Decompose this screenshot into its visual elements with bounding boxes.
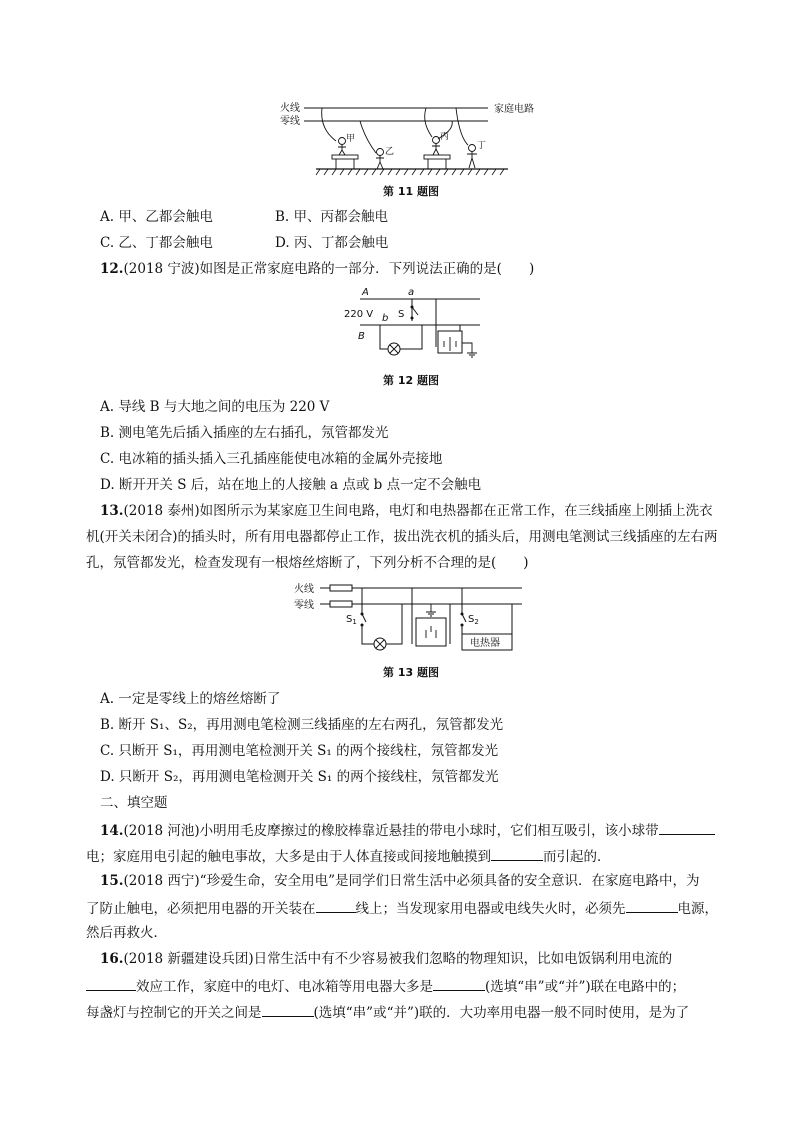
q14-text-2b: 而引起的． [543, 849, 611, 865]
q12-option-b: B. 测电笔先后插入插座的左右插孔，氖管都发光 [100, 425, 389, 441]
fig12-ground-symbol [462, 343, 477, 357]
q15-text-2c: 电源， [677, 901, 718, 917]
figure-12-caption: 第 12 题图 [383, 374, 439, 387]
ding-body [467, 152, 477, 168]
q14-text-1: (2018 河池)小明用毛皮摩擦过的橡胶棒靠近悬挂的带电小球时，它们相互吸引，该小球带 [123, 823, 659, 839]
figure-11-diagram [276, 95, 566, 177]
q16-blank-3[interactable] [262, 1002, 314, 1017]
q15-number: 15. [100, 873, 124, 889]
fig13-ground-symbol [426, 604, 436, 616]
yi-label: 乙 [385, 147, 395, 157]
q11-option-c: C. 乙、丁都会触电 [100, 235, 213, 251]
bing-label: 丙 [440, 132, 450, 142]
bing-head [433, 137, 440, 144]
q16-text-2b: (选填“串”或“并”)联在电路中的； [485, 979, 686, 995]
bing-body [432, 144, 440, 155]
bing-stool [424, 155, 450, 159]
q16-text-3b: (选填“串”或“并”)联的．大功率用电器一般不同时使用，是为了 [313, 1005, 690, 1021]
jia-stool [332, 155, 358, 159]
q15-blank-2[interactable] [626, 898, 678, 913]
ding-head [469, 145, 476, 152]
q12-option-d: D. 断开开关 S 后，站在地上的人接触 a 点或 b 点一定不会触电 [100, 477, 482, 493]
q16-blank-1[interactable] [86, 976, 136, 991]
figure-12-diagram [340, 283, 490, 363]
q15-text-2a: 了防止触电，必须把用电器的开关装在 [86, 901, 316, 917]
fig12-label-a: a [408, 287, 415, 298]
q16-text-1: (2018 新疆建设兵团)日常生活中有不少容易被我们忽略的物理知识，比如电饭锅利用电流的 [123, 951, 673, 967]
q13-stem-line-2: 机(开关未闭合)的插头时，所有用电器都停止工作，拔出洗衣机的插头后，用测电笔测试三线插座的左右两 [86, 529, 718, 545]
fig13-fire-label: 火线 [294, 584, 314, 595]
q12-option-a: A. 导线 B 与大地之间的电压为 220 V [100, 399, 330, 415]
q13-text-1: (2018 泰州)如图所示为某家庭卫生间电路，电灯和电热器都在正常工作，在三线插座上刚插上洗衣 [123, 503, 713, 519]
q16-text-3a: 每盏灯与控制它的开关之间是 [86, 1005, 262, 1021]
q16-blank-2[interactable] [433, 976, 485, 991]
q14-line-1 [100, 820, 715, 841]
q11-option-d: D. 丙、丁都会触电 [275, 235, 389, 251]
ding-wire [456, 108, 468, 145]
fig13-fuse-fire [330, 585, 352, 591]
q11-option-a: A. 甲、乙都会触电 [100, 209, 213, 225]
fig12-label-S: S [398, 309, 405, 320]
yi-head [377, 149, 384, 156]
q14-line-2 [86, 846, 611, 867]
fig13-fuse-zero [330, 601, 352, 607]
q14-text-2a: 电；家庭用电引起的触电事故，大多是由于人体直接或间接地触摸到 [86, 849, 491, 865]
neutral-wire-label: 零线 [280, 116, 300, 127]
q15-text-2b: 线上；当发现家用电器或电线失火时，必须先 [355, 901, 626, 917]
fig13-s1-label: $S_1$ [346, 614, 357, 626]
home-circuit-label: 家庭电路 [494, 104, 534, 115]
q12-option-c: C. 电冰箱的插头插入三孔插座能使电冰箱的金属外壳接地 [100, 451, 443, 467]
q12-number: 12. [100, 261, 124, 277]
yi-body [376, 156, 384, 169]
section-fill-in-title: 二、填空题 [100, 795, 168, 811]
q13-stem-line-1 [100, 502, 713, 521]
q15-line-3: 然后再救火． [86, 925, 167, 941]
q13-option-b: B. 断开 S₁、S₂，再用测电笔检测三线插座的左右两孔，氖管都发光 [100, 717, 504, 733]
jia-head [339, 138, 346, 145]
q13-option-d: D. 只断开 S₂，再用测电笔检测开关 S₁ 的两个接线柱，氖管都发光 [100, 769, 499, 785]
fig13-zero-label: 零线 [294, 600, 314, 611]
q16-line-1 [100, 950, 672, 969]
q15-blank-1[interactable] [316, 898, 356, 913]
q14-blank-2[interactable] [491, 846, 543, 861]
q14-blank-1[interactable] [659, 820, 715, 835]
q11-option-b: B. 甲、丙都会触电 [275, 209, 389, 225]
figure-13-diagram [290, 578, 530, 656]
jia-body [338, 145, 346, 155]
q15-line-2 [86, 898, 718, 919]
q16-line-3 [86, 1002, 689, 1023]
fig12-label-220v: 220 V [344, 309, 374, 320]
jia-wire [322, 108, 336, 141]
q13-option-a: A. 一定是零线上的熔丝熔断了 [100, 691, 281, 707]
q16-line-2 [86, 976, 685, 997]
q14-number: 14. [100, 823, 124, 839]
ground-hatch [316, 169, 504, 175]
fig12-label-b: b [382, 313, 389, 324]
q16-text-2a: 效应工作，家庭中的电灯、电冰箱等用电器大多是 [136, 979, 433, 995]
bing-wire-fire [425, 108, 432, 137]
fig13-heater-label: 电热器 [470, 638, 500, 649]
fire-wire-label: 火线 [280, 103, 300, 114]
q13-option-c: C. 只断开 S₁，再用测电笔检测开关 S₁ 的两个接线柱，氖管都发光 [100, 743, 499, 759]
figure-13-caption: 第 13 题图 [383, 666, 439, 679]
q13-number: 13. [100, 503, 124, 519]
q15-text-1: (2018 西宁)“珍爱生命，安全用电”是同学们日常生活中必须具备的安全意识．在家庭电路中，为 [123, 873, 700, 889]
jia-label: 甲 [346, 134, 356, 144]
q16-number: 16. [100, 951, 124, 967]
fig12-label-B: B [358, 331, 365, 342]
q12-stem [100, 260, 534, 279]
figure-11-caption: 第 11 题图 [383, 185, 439, 198]
fig12-label-A: A [362, 287, 369, 298]
yi-wire [360, 121, 376, 153]
q15-line-1 [100, 872, 699, 891]
q12-text: (2018 宁波)如图是正常家庭电路的一部分．下列说法正确的是( ) [123, 261, 535, 277]
ding-label: 丁 [477, 141, 487, 151]
fig13-s1-switch [362, 588, 402, 644]
fig13-s2-label: $S_2$ [468, 614, 479, 626]
q13-stem-line-3: 孔，氖管都发光，检查发现有一根熔丝熔断了，下列分析不合理的是( ) [86, 555, 529, 571]
